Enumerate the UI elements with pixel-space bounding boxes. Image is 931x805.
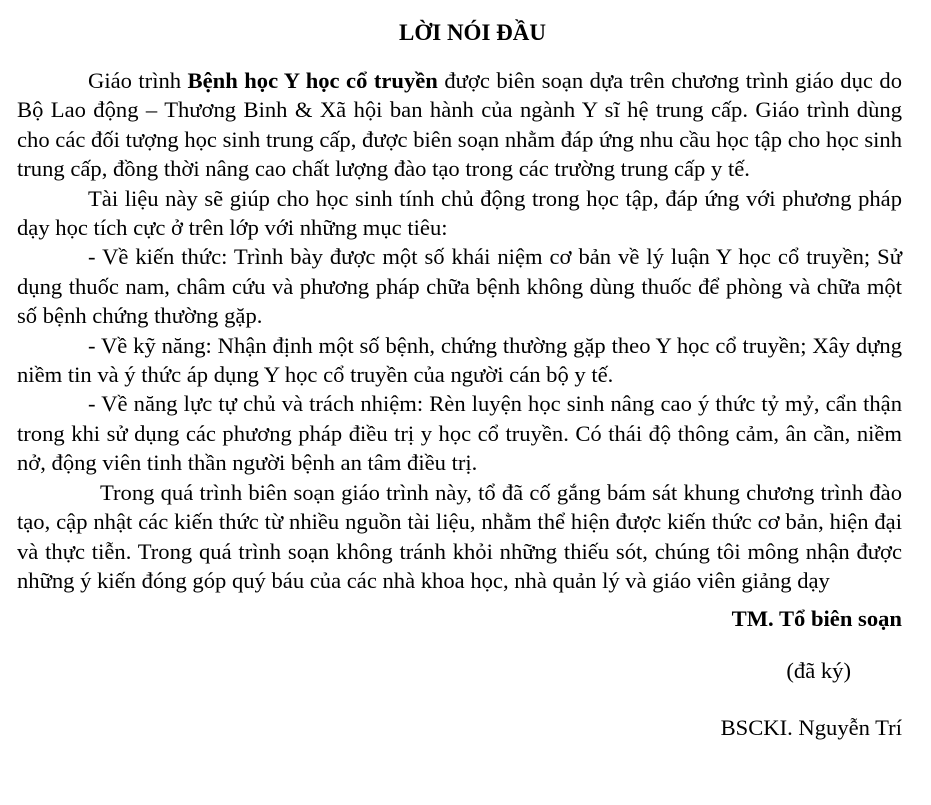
objective-skills: - Về kỹ năng: Nhận định một số bệnh, chứng thường gặp theo Y học cổ truyền; Xây dựng niềm tin và ý thức áp dụng Y học cổ truyền của người cán bộ y tế.	[17, 332, 902, 388]
objective-knowledge: - Về kiến thức: Trình bày được một số khái niệm cơ bản về lý luận Y học cổ truyền; Sử dụng thuốc nam, châm cứu và phương pháp chữa bệnh không dùng thuốc để phòng và chữa một số bệnh chứng thường gặp.	[17, 244, 902, 329]
textbook-name: Bệnh học Y học cổ truyền	[187, 68, 438, 93]
paragraph-intro-post: được biên soạn dựa trên chương trình giáo dục do Bộ Lao động – Thương Binh & Xã hội ban hành của ngành Y sĩ hệ trung cấp. Giáo trình dùng cho các đối tượng học sinh trung cấp, được biên soạn nhằm đáp ứng nhu cầu học tập cho học sinh trung cấp, đồng thời nâng cao chất lượng đào tạo trong các trường trung cấp y tế.	[17, 68, 902, 182]
paragraph-intro-pre: Giáo trình	[88, 68, 188, 93]
signature-role: TM. Tổ biên soạn	[731, 606, 902, 632]
paragraph-closing: Trong quá trình biên soạn giáo trình này, tổ đã cố gắng bám sát khung chương trình đào tạo, cập nhật các kiến thức từ nhiều nguồn tài liệu, nhằm thể hiện được kiến thức cơ bản, hiện đại và thực tiễn. Trong quá trình soạn không tránh khỏi những thiếu sót, chúng tôi mông nhận được những ý kiến đóng góp quý báu của các nhà khoa học, nhà quản lý và giáo viên giảng dạy	[17, 479, 902, 593]
signature-note: (đã ký)	[786, 658, 851, 684]
document-body	[17, 66, 902, 595]
paragraph-intro	[17, 66, 902, 184]
signature-block	[17, 604, 902, 743]
paragraph-purpose: Tài liệu này sẽ giúp cho học sinh tính chủ động trong học tập, đáp ứng với phương pháp dạy học tích cực ở trên lớp với những mục tiêu:	[17, 185, 902, 241]
document-page	[17, 0, 902, 743]
objective-autonomy: - Về năng lực tự chủ và trách nhiệm: Rèn luyện học sinh nâng cao ý thức tỷ mỷ, cẩn thận trong khi sử dụng các phương pháp điều trị y học cổ truyền. Có thái độ thông cảm, ân cần, niềm nở, động viên tinh thần người bệnh an tâm điều trị.	[17, 391, 902, 476]
signature-name: BSCKI. Nguyễn Trí	[720, 715, 902, 741]
document-title: LỜI NÓI ĐẦU	[399, 20, 546, 45]
